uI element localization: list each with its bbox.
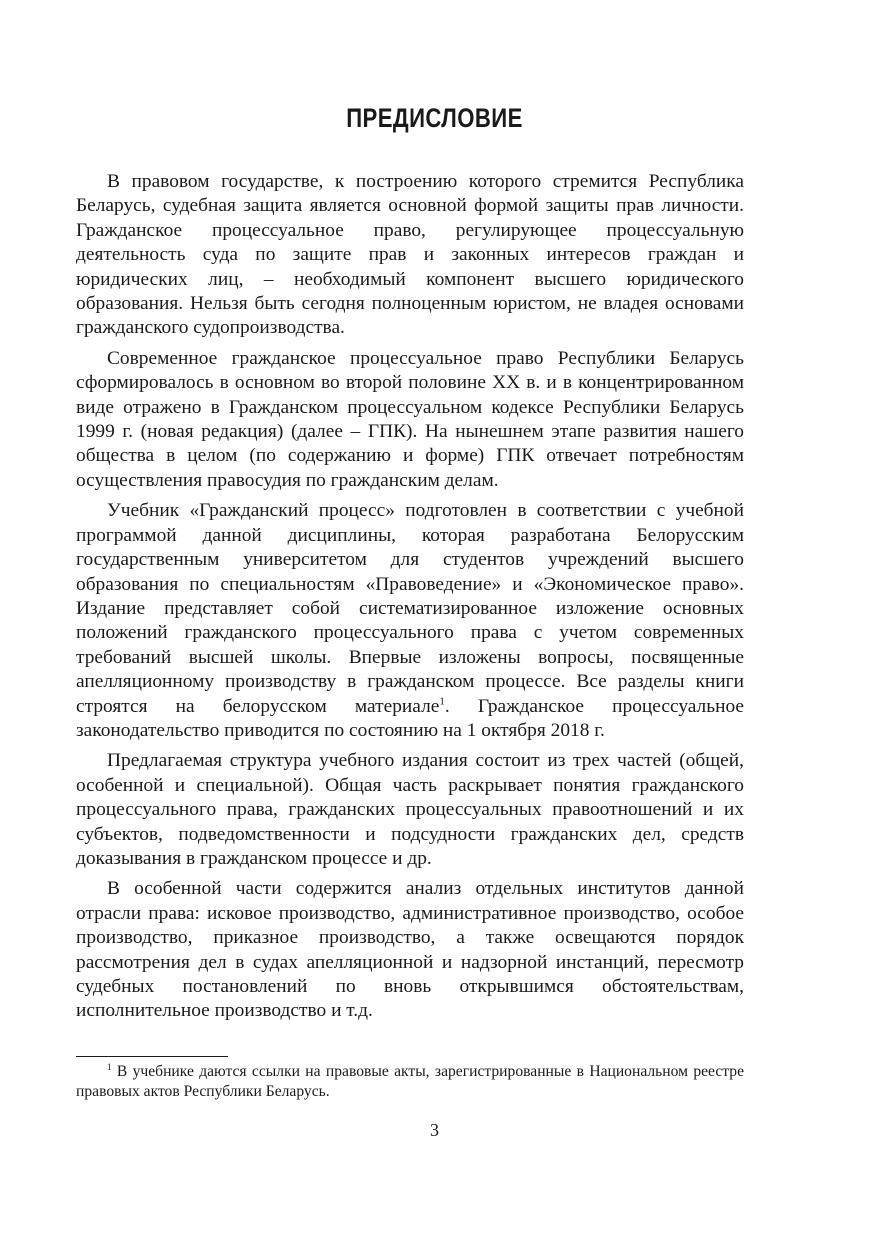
paragraph-5: В особенной части содержится анализ отдельных институтов данной отрасли права: исковое производство, административное производство, особое производство, приказное производство, а также освещаются порядок рассмотрения дел в судах апелляционной и надзорной инстанций, пересмотр судебных постановлений по вновь открывшимся обстоятельствам, исполнительное производство и т.д. xyxy=(76,878,744,1022)
footnote-divider xyxy=(76,1056,228,1057)
paragraph-4: Предлагаемая структура учебного издания состоит из трех частей (общей, особенной и специальной). Общая часть раскрывает понятия гражданского процессуального права, гражданских процессуальных правоотношений и их субъектов, подведомственности и подсудности гражданских дел, средств доказывания в гражданском процессе и др. xyxy=(76,750,744,869)
footnote-text: В учебнике даются ссылки на правовые акты, зарегистрированные в Национальном реестре правовых актов Республики Беларусь. xyxy=(76,1063,744,1100)
paragraph-3-text: Учебник «Гражданский процесс» подготовлен в соответствии с учебной программой данной дисциплины, которая разработана Белорусским государственным университетом для студентов учреждений высшего образования по специальностям «Правоведение» и «Экономическое право». Издание представляет собой систематизированное изложение основных положений гражданского процессуального права с учетом современных требований высшей школы. Впервые изложены вопросы, посвященные апелляционному производству в гражданском процессе. Все разделы книги строятся на белорусском материале xyxy=(76,500,744,717)
footnote xyxy=(76,1062,744,1102)
body-text xyxy=(76,170,744,1030)
paragraph-1: В правовом государстве, к построению которого стремится Республика Беларусь, судебная защита является основной формой защиты прав личности. Гражданское процессуальное право, регулирующее процессуальную деятельность суда по защите прав и законных интересов граждан и юридических лиц, – необходимый компонент высшего юридического образования. Нельзя быть сегодня полноценным юристом, не владея основами гражданского судопроизводства. xyxy=(76,171,744,339)
paragraph-2: Современное гражданское процессуальное право Республики Беларусь сформировалось в основном во второй половине XX в. и в концентрированном виде отражено в Гражданском процессуальном кодексе Республики Беларусь 1999 г. (новая редакция) (далее – ГПК). На нынешнем этапе развития нашего общества в целом (по содержанию и форме) ГПК отвечает потребностям осуществления правосудия по гражданским делам. xyxy=(76,347,744,491)
footnote-reference[interactable]: 1 xyxy=(439,695,445,708)
page-title: ПРЕДИСЛОВИЕ xyxy=(346,103,523,133)
footnote-marker: 1 xyxy=(107,1061,112,1072)
page-number: 3 xyxy=(430,1120,439,1140)
paragraph-3 xyxy=(76,499,744,743)
paragraph-3-tail: . Гражданское процессуальное законодательство приводится по состоянию на 1 октября 2018 г. xyxy=(76,695,744,741)
